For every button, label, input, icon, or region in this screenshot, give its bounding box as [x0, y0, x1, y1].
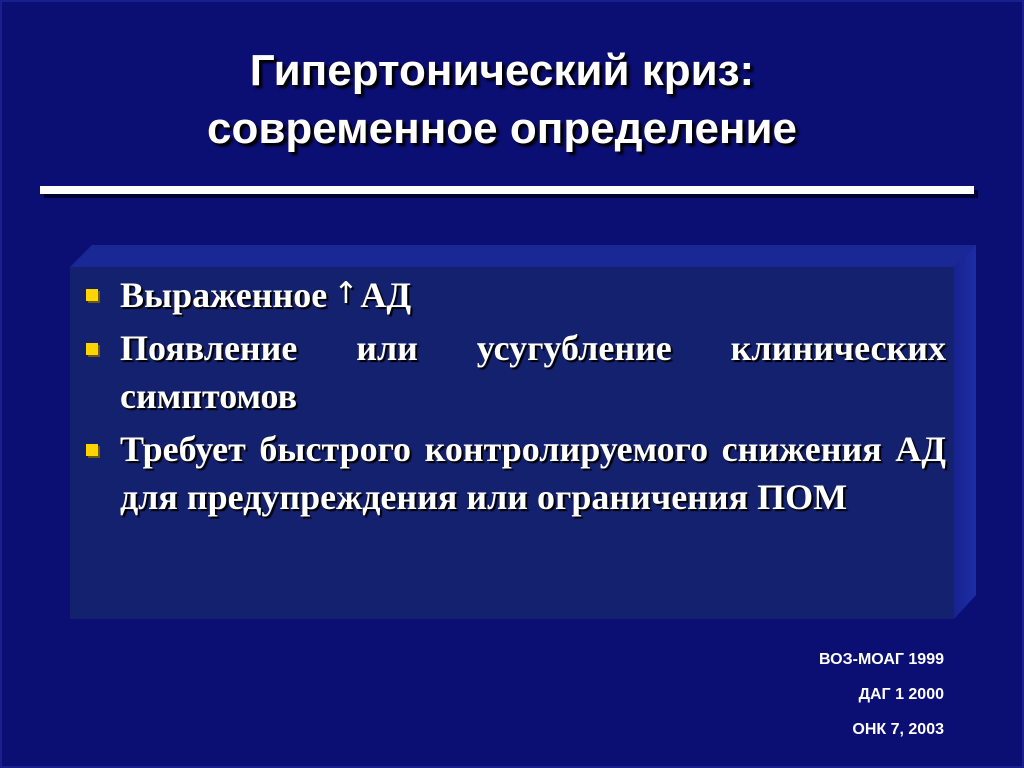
panel-bevel-top	[70, 245, 976, 267]
slide-title-line-2: современное определение	[206, 104, 798, 153]
slide-title-line-1: Гипертонический криз:	[249, 46, 755, 95]
bullet-1-text-after: АД	[360, 275, 412, 315]
bullet-3-text: Требует быстрого контролируемого снижения АД для предупреждения или ограничения ПОМ	[120, 429, 946, 517]
reference-2: ДАГ 1 2000	[858, 686, 944, 703]
bullet-item-3	[84, 425, 946, 521]
up-arrow-icon: ↑	[333, 276, 359, 311]
slide-title	[2, 42, 1002, 158]
bullet-square-icon	[86, 289, 98, 301]
bullet-item-1	[84, 270, 946, 319]
references	[819, 642, 944, 747]
title-divider	[40, 186, 974, 194]
bullet-item-2	[84, 324, 946, 420]
reference-3: ОНК 7, 2003	[852, 721, 944, 738]
bullet-2-text: Появление или усугубление клинических симптомов	[120, 328, 946, 416]
bullet-square-icon	[86, 343, 98, 355]
bullet-1-text-before: Выраженное	[120, 275, 328, 315]
panel-bevel-side	[954, 245, 976, 619]
reference-1: ВОЗ-МОАГ 1999	[819, 651, 944, 668]
bullet-square-icon	[86, 444, 98, 456]
bullet-list	[84, 270, 946, 526]
